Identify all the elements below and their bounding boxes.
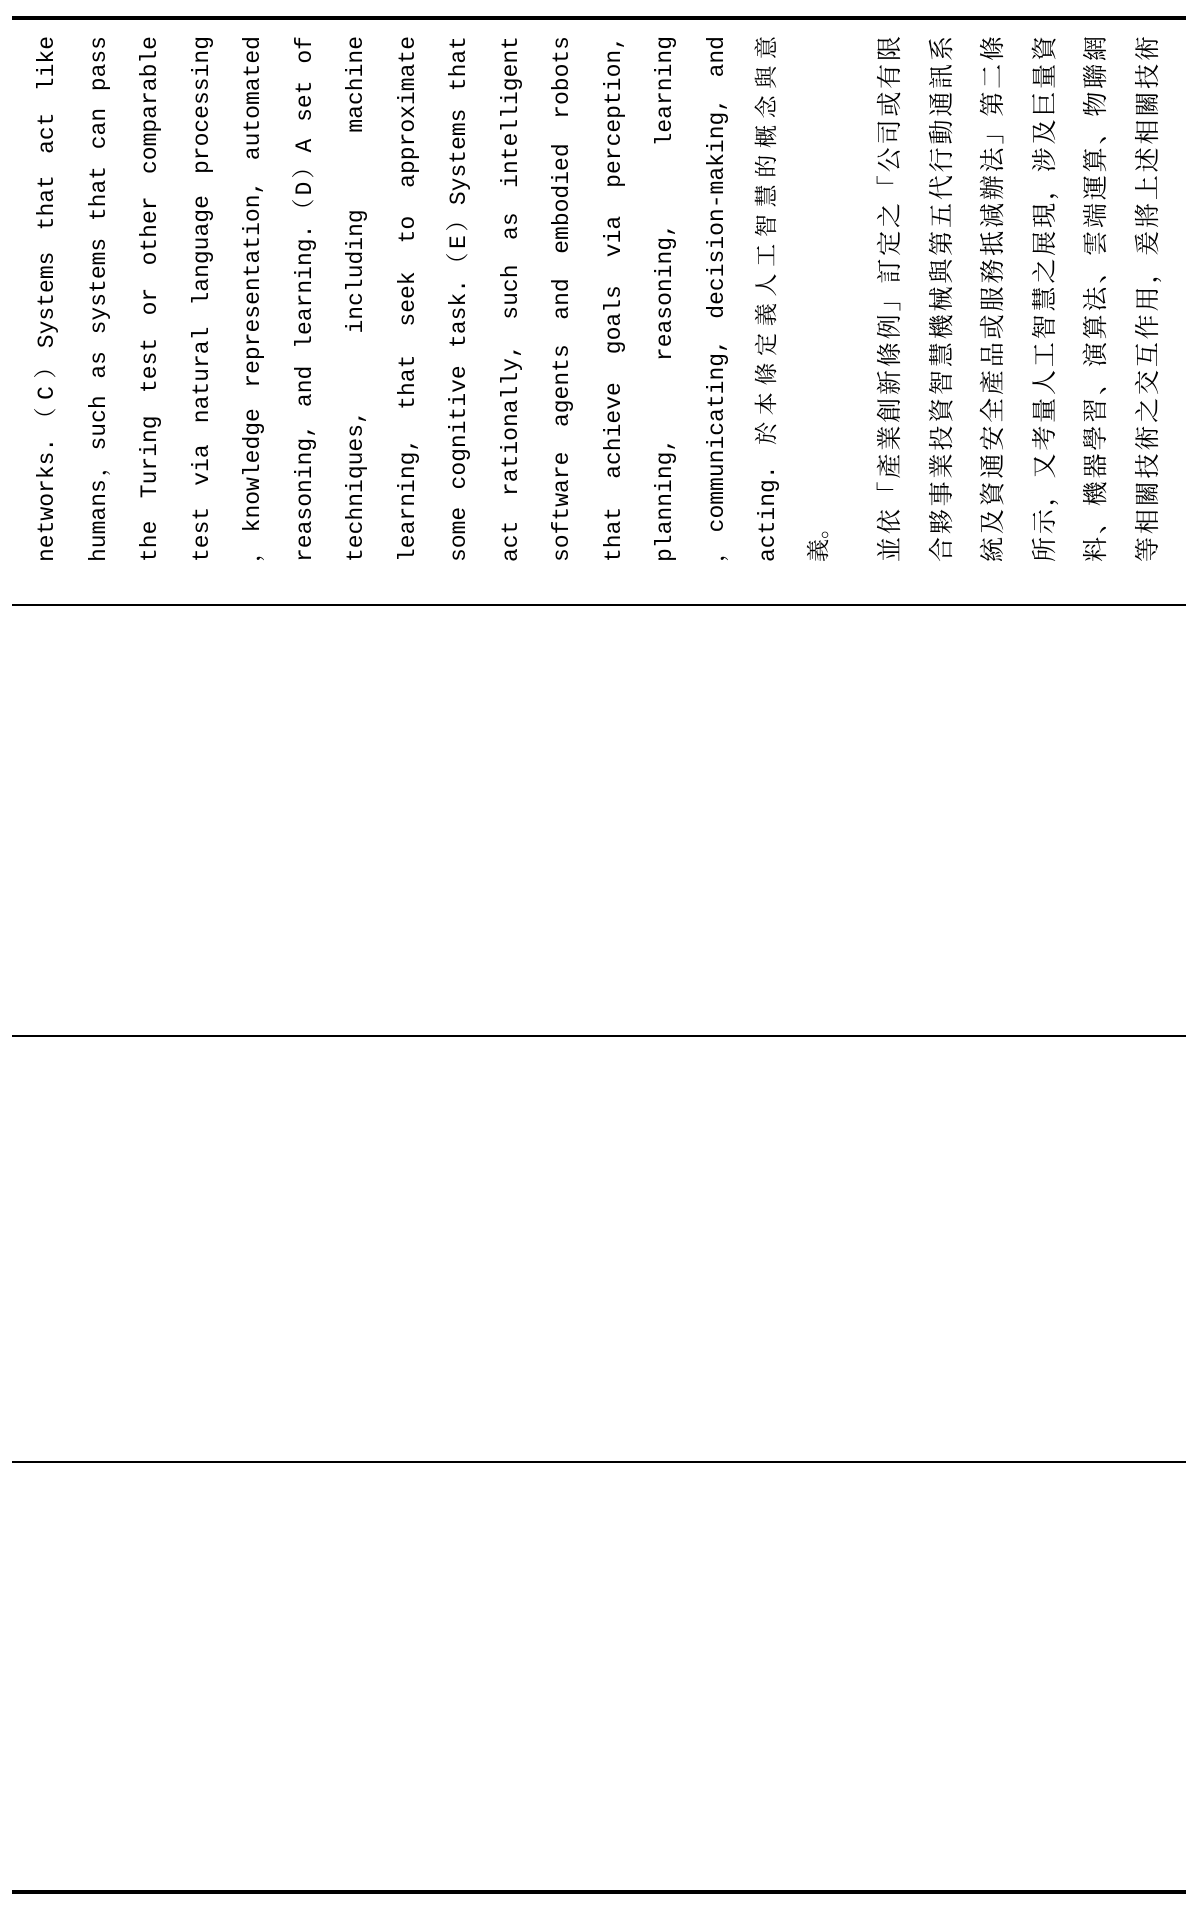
text-line: networks.（C）Systems that act like (34, 36, 60, 562)
table-cell-empty (12, 1037, 1186, 1461)
text-line: 料、機器學習、演算法、雲端運算、物聯網 (1081, 36, 1110, 562)
paragraph-related-technologies (864, 36, 1173, 562)
text-line: humans，such as systems that can pass (85, 36, 112, 562)
text-line: 義。 (806, 516, 833, 562)
table-cell-empty (12, 1463, 1186, 1890)
paragraph-definitions (22, 36, 846, 562)
text-line: some cognitive task.（E）Systems that (446, 36, 472, 562)
table-cell-text (12, 20, 1186, 604)
text-line: planning, reasoning, learning (652, 36, 678, 562)
text-line: the Turing test or other comparable (137, 36, 163, 562)
text-line: ，knowledge representation, automated (240, 36, 266, 562)
table-cell-empty (12, 606, 1186, 1035)
text-line: test via natural language processing (188, 36, 215, 562)
text-line: learning, that seek to approximate (394, 36, 421, 562)
text-line: 合夥事業投資智慧機械與第五代行動通訊系 (926, 36, 956, 562)
table-border-bottom (12, 1890, 1186, 1894)
text-line: ，communicating, decision-making, and (703, 36, 730, 562)
rotated-text-block (22, 36, 1173, 562)
text-line: reasoning, and learning.（D）A set of (291, 36, 318, 562)
text-line: act rationally, such as intelligent (497, 36, 524, 562)
text-line: acting. 於本條定義人工智慧的概念與意 (755, 36, 781, 562)
text-line: 並依「產業創新條例」訂定之「公司或有限 (875, 36, 904, 562)
text-line: 統及資通安全產品或服務抵減辦法」第二條 (978, 36, 1007, 562)
text-line: that achieve goals via perception, (600, 36, 627, 562)
text-line: 等相關技術之交互作用，爰將上述相關技術 (1132, 36, 1162, 562)
text-line: software agents and embodied robots (549, 36, 575, 562)
text-line: techniques, including machine (343, 36, 369, 562)
text-line: 所示，又考量人工智慧之展現，涉及巨量資 (1029, 36, 1059, 562)
